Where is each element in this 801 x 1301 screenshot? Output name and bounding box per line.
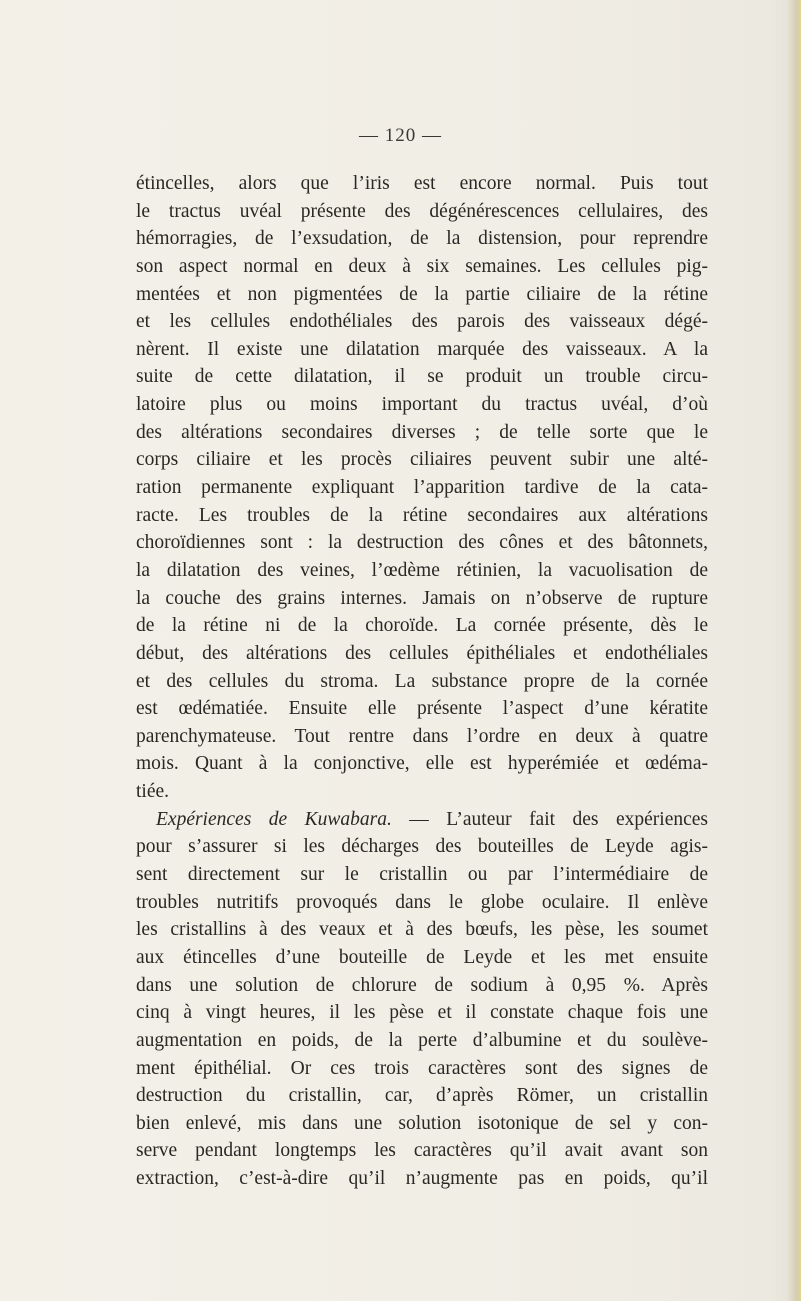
text-line: aux étincelles d’une bouteille de Leyde et les met ensuite (136, 946, 708, 968)
text-line: de la rétine ni de la choroïde. La cornée présente, dès le (136, 615, 708, 637)
text-line: et des cellules du stroma. La substance propre de la cornée (136, 670, 708, 692)
text-line: dans une solution de chlorure de sodium à 0,95 %. Après (136, 974, 708, 996)
text-line: extraction, c’est-à-dire qu’il n’augmente pas en poids, qu’il (136, 1168, 708, 1190)
text-line: nèrent. Il existe une dilatation marquée des vaisseaux. A la (136, 338, 708, 360)
text-line: son aspect normal en deux à six semaines. Les cellules pig- (136, 255, 708, 277)
text-line: ment épithélial. Or ces trois caractères sont des signes de (136, 1057, 708, 1079)
heading-continuation: — L’auteur fait des expériences (391, 808, 708, 830)
text-line: tiée. (136, 781, 170, 803)
paragraph-1 (136, 170, 708, 806)
text-line: troubles nutritifs provoqués dans le globe oculaire. Il enlève (136, 891, 708, 913)
text-line: la couche des grains internes. Jamais on n’observe de rupture (136, 587, 708, 609)
text-line: cinq à vingt heures, il les pèse et il constate chaque fois une (136, 1002, 708, 1024)
text-line: le tractus uvéal présente des dégénérescences cellulaires, des (136, 200, 708, 222)
text-line: destruction du cristallin, car, d’après Römer, un cristallin (136, 1085, 708, 1107)
text-line: mentées et non pigmentées de la partie ciliaire de la rétine (136, 283, 708, 305)
text-line: parenchymateuse. Tout rentre dans l’ordre en deux à quatre (136, 725, 708, 747)
text-line: début, des altérations des cellules épithéliales et endothéliales (136, 642, 708, 664)
text-line: pour s’assurer si les décharges des bouteilles de Leyde agis- (136, 836, 708, 858)
text-line: corps ciliaire et les procès ciliaires peuvent subir une alté- (136, 449, 708, 471)
text-line: des altérations secondaires diverses ; de telle sorte que le (136, 421, 708, 443)
text-line: augmentation en poids, de la perte d’albumine et du soulève- (136, 1029, 708, 1051)
text-line: bien enlevé, mis dans une solution isotonique de sel y con- (136, 1112, 708, 1134)
text-line: choroïdiennes sont : la destruction des cônes et des bâtonnets, (136, 532, 708, 554)
text-line: sent directement sur le cristallin ou par l’intermédiaire de (136, 864, 708, 886)
text-line: latoire plus ou moins important du tractus uvéal, d’où (136, 394, 708, 416)
text-line: est œdématiée. Ensuite elle présente l’aspect d’une kératite (136, 698, 708, 720)
text-line: ration permanente expliquant l’apparition tardive de la cata- (136, 477, 708, 499)
page-edge (787, 0, 801, 1301)
text-line: et les cellules endothéliales des parois des vaisseaux dégé- (136, 311, 708, 333)
paragraph-2 (136, 806, 708, 1193)
text-line: mois. Quant à la conjonctive, elle est hyperémiée et œdéma- (136, 753, 708, 775)
text-line: les cristallins à des veaux et à des bœufs, les pèse, les soumet (136, 919, 708, 941)
text-line: la dilatation des veines, l’œdème rétinien, la vacuolisation de (136, 559, 708, 581)
page-number: — 120 — (359, 125, 442, 146)
text-line: racte. Les troubles de la rétine secondaires aux altérations (136, 504, 708, 526)
text-line: hémorragies, de l’exsudation, de la distension, pour reprendre (136, 228, 708, 250)
text-line: étincelles, alors que l’iris est encore normal. Puis tout (136, 173, 708, 194)
text-line: serve pendant longtemps les caractères qu’il avait avant son (136, 1140, 708, 1162)
text-line: suite de cette dilatation, il se produit un trouble circu- (136, 366, 708, 388)
section-heading: Expériences de Kuwabara. (156, 808, 392, 830)
body-text (136, 170, 708, 1193)
text-line (136, 806, 708, 834)
